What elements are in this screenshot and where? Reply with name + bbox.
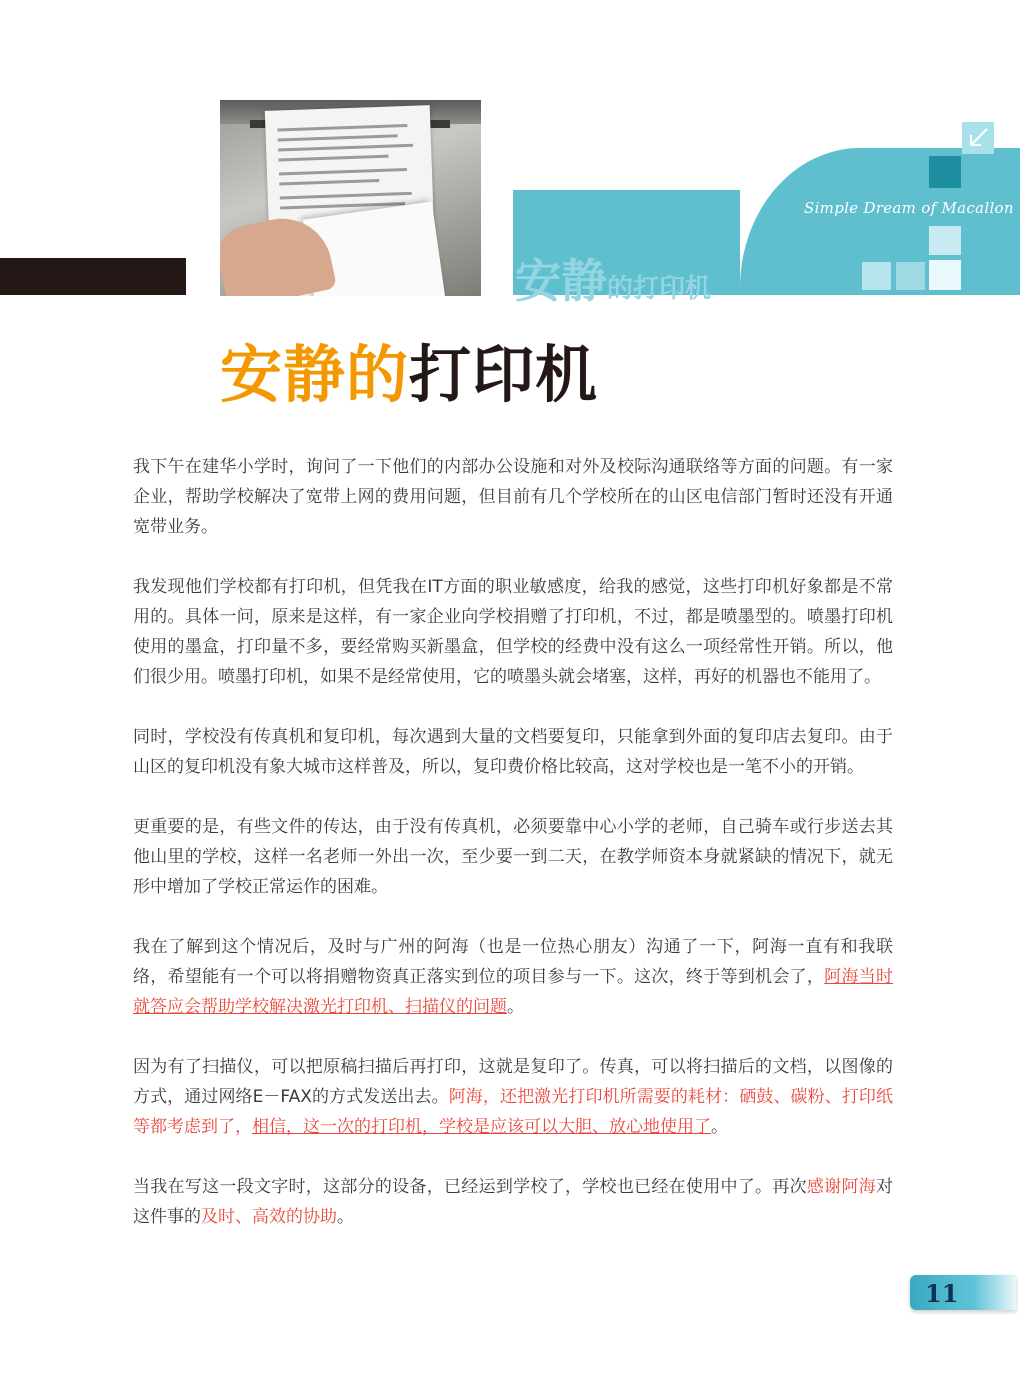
header-ghost-title: 安静的打印机 — [515, 254, 712, 308]
paragraph-3: 同时，学校没有传真机和复印机，每次遇到大量的文档要复印，只能拿到外面的复印店去复印。由于山区的复印机没有象大城市这样普及，所以，复印费价格比较高，这对学校也是一笔不小的开销。 — [133, 727, 893, 777]
article-title — [220, 325, 598, 414]
highlight-text: 阿海，还把激光打印机所需要的耗材：硒鼓、碳粉、打印纸等都考虑到了， — [133, 1087, 893, 1137]
page-number: 11 — [925, 1279, 959, 1308]
paragraph-2: 我发现他们学校都有打印机，但凭我在IT方面的职业敏感度，给我的感觉，这些打印机好象都是不常用的。具体一问，原来是这样，有一家企业向学校捐赠了打印机，不过，都是喷墨型的。喷墨打印机使用的墨盒，打印量不多，要经常购买新墨盒，但学校的经费中没有这么一项经常性开销。所以，他们很少用。喷墨打印机，如果不是经常使用，它的喷墨头就会堵塞，这样，再好的机器也不能用了。 — [133, 577, 893, 687]
highlight-text: 阿海当时就答应会帮助学校解决激光打印机、扫描仪的问题 — [133, 967, 894, 1017]
paragraph-4: 更重要的是，有些文件的传达，由于没有传真机，必须要靠中心小学的老师，自己骑车或行步送去其他山里的学校，这样一名老师一外出一次，至少要一到二天，在教学师资本身就紧缺的情况下，就无形中增加了学校正常运作的困难。 — [133, 817, 893, 897]
highlight-text: 感谢阿海 — [806, 1177, 877, 1197]
header-tagline: Simple Dream of Macallon — [804, 199, 1014, 217]
header-black-bar — [0, 258, 186, 295]
paragraph-1: 我下午在建华小学时，询问了一下他们的内部办公设施和对外及校际沟通联络等方面的问题。有一家企业，帮助学校解决了宽带上网的费用问题，但目前有几个学校所在的山区电信部门暂时还没有开通宽带业务。 — [133, 457, 893, 537]
highlight-text: 相信，这一次的打印机，学校是应该可以大胆、放心地使用了 — [252, 1117, 711, 1137]
deco-square — [929, 260, 961, 290]
printer-photo — [220, 100, 481, 296]
title-orange-part: 安静的 — [220, 338, 410, 411]
article-body — [133, 452, 893, 1262]
deco-square — [929, 156, 961, 188]
title-dark-part: 打印机 — [409, 338, 599, 411]
paragraph-5: 我在了解到这个情况后，及时与广州的阿海（也是一位热心朋友）沟通了一下，阿海一直有和我联络，希望能有一个可以将捐赠物资真正落实到位的项目参与一下。这次，终于等到机会了，阿海当时就答应会帮助学校解决激光打印机、扫描仪的问题。 — [133, 937, 894, 1017]
paragraph-7: 当我在写这一段文字时，这部分的设备，已经运到学校了，学校也已经在使用中了。再次感谢阿海对这件事的及时、高效的协助。 — [133, 1177, 894, 1227]
highlight-text: 及时、高效的协助 — [201, 1207, 337, 1227]
deco-square — [929, 226, 961, 255]
arrow-down-left-icon — [965, 125, 991, 151]
deco-square — [862, 262, 891, 290]
paragraph-6: 因为有了扫描仪，可以把原稿扫描后再打印，这就是复印了。传真，可以将扫描后的文档，以图像的方式，通过网络E－FAX的方式发送出去。阿海，还把激光打印机所需要的耗材：硒鼓、碳粉、打印纸等都考虑到了，相信，这一次的打印机，学校是应该可以大胆、放心地使用了。 — [133, 1057, 893, 1137]
deco-square — [896, 262, 925, 290]
